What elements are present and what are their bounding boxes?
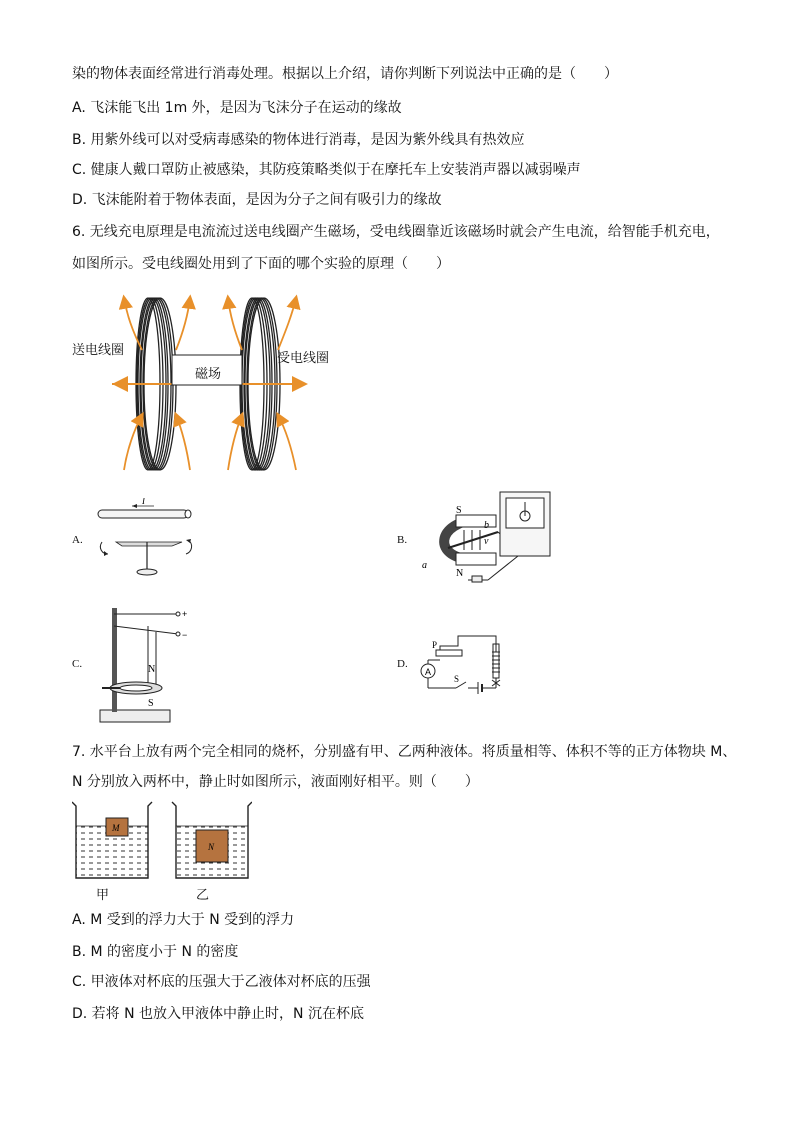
choice-d-label: D. xyxy=(397,658,408,670)
terminal-minus: − xyxy=(182,630,188,640)
magnet-s: S xyxy=(456,505,462,516)
wireless-charging-coil-figure xyxy=(72,290,342,480)
beakers-figure xyxy=(72,800,252,884)
rod-end-b: b xyxy=(484,520,489,531)
q7-stem-line2: N 分别放入两杯中，静止时如图所示，液面刚好相平。则（ ） xyxy=(72,774,479,790)
q7-option-b: B. M 的密度小于 N 的密度 xyxy=(72,944,239,960)
send-coil-label: 送电线圈 xyxy=(72,343,125,358)
q5-intro: 染的物体表面经常进行消毒处理。根据以上介绍，请你判断下列说法中正确的是（ ） xyxy=(72,66,618,82)
q5-option-d: D. 飞沫能附着于物体表面，是因为分子之间有吸引力的缘故 xyxy=(72,192,442,208)
choice-c-motor-figure xyxy=(96,602,196,724)
beaker-yi xyxy=(172,802,252,878)
rod-end-a: a xyxy=(422,560,427,571)
block-n-label: N xyxy=(208,842,215,852)
ammeter-label: A xyxy=(425,667,432,677)
block-m-label: M xyxy=(112,823,120,833)
choice-b-label: B. xyxy=(397,534,408,546)
choice-d-electromagnet-figure xyxy=(418,632,518,694)
beaker-jia xyxy=(72,802,152,878)
choice-a-oersted-figure xyxy=(92,498,202,583)
q7-option-c: C. 甲液体对杯底的压强大于乙液体对杯底的压强 xyxy=(72,974,371,990)
beaker-yi-label: 乙 xyxy=(196,888,210,903)
q5-option-c: C. 健康人戴口罩防止被感染，其防疫策略类似于在摩托车上安装消声器以减弱噪声 xyxy=(72,162,581,178)
q7-stem-line1: 7. 水平台上放有两个完全相同的烧杯，分别盛有甲、乙两种液体。将质量相等、体积不等的正方体物块 M、 xyxy=(72,744,737,760)
terminal-plus: + xyxy=(182,609,188,619)
velocity-v: v xyxy=(484,536,489,547)
pole-s: S xyxy=(148,698,154,709)
switch-s: S xyxy=(454,674,460,684)
choice-a-label: A. xyxy=(72,534,83,546)
field-label: 磁场 xyxy=(195,367,222,382)
current-label: I xyxy=(142,498,145,506)
pole-n: N xyxy=(148,664,156,675)
receive-coil-label: 受电线圈 xyxy=(277,351,330,366)
magnet-n: N xyxy=(456,568,464,579)
beaker-jia-label: 甲 xyxy=(96,888,110,903)
rheostat-p: P xyxy=(432,640,438,650)
q5-option-a: A. 飞沫能飞出 1m 外，是因为飞沫分子在运动的缘故 xyxy=(72,100,402,116)
q5-option-b: B. 用紫外线可以对受病毒感染的物体进行消毒，是因为紫外线具有热效应 xyxy=(72,132,525,148)
q7-option-d: D. 若将 N 也放入甲液体中静止时，N 沉在杯底 xyxy=(72,1006,364,1022)
q7-option-a: A. M 受到的浮力大于 N 受到的浮力 xyxy=(72,912,295,928)
q6-stem-line1: 6. 无线充电原理是电流流过送电线圈产生磁场，受电线圈靠近该磁场时就会产生电流，给智能手机充电， xyxy=(72,224,720,240)
choice-c-label: C. xyxy=(72,658,83,670)
q6-stem-line2: 如图所示。受电线圈处用到了下面的哪个实验的原理（ ） xyxy=(72,256,450,272)
choice-b-generator-figure xyxy=(418,490,568,590)
